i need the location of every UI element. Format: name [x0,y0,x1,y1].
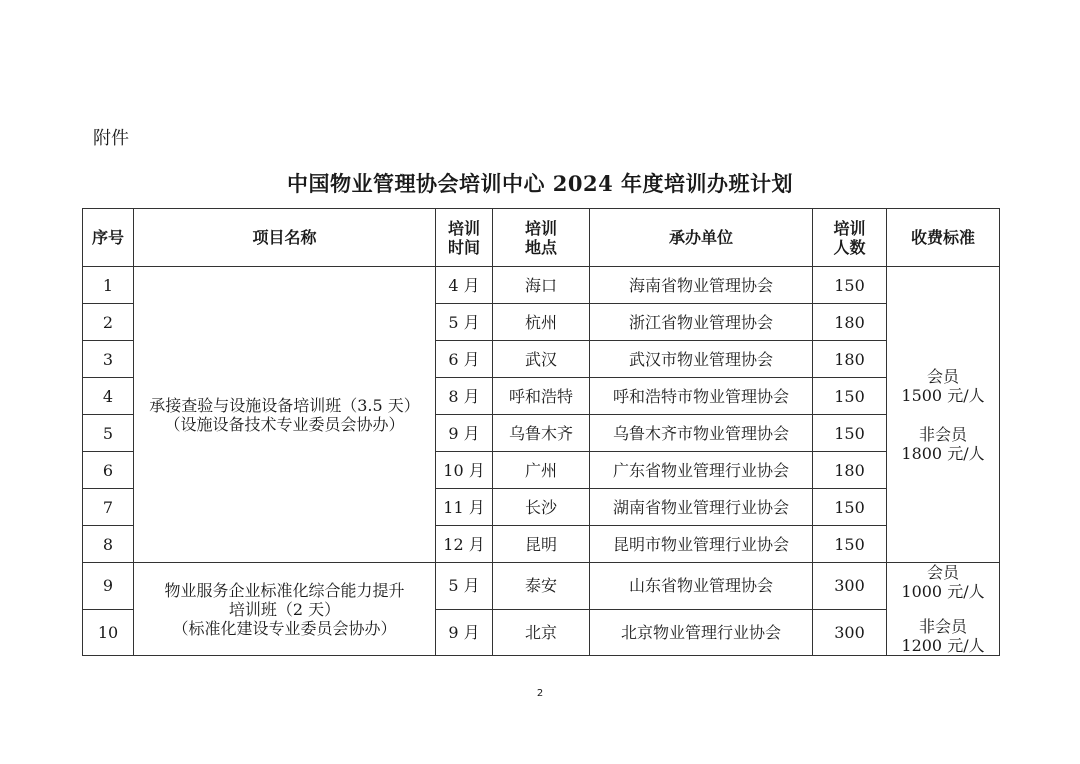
cell-count: 150 [813,489,887,526]
header-place-line2: 地点 [524,237,557,257]
cell-fee-group2 [887,563,1000,656]
cell-time: 9 月 [436,609,493,656]
cell-seq: 6 [83,452,134,489]
cell-count: 150 [813,267,887,304]
cell-organizer: 广东省物业管理行业协会 [590,452,813,489]
cell-count: 180 [813,452,887,489]
header-count-line1: 培训 [833,218,866,238]
header-time [436,209,493,267]
cell-time: 10 月 [436,452,493,489]
cell-seq: 1 [83,267,134,304]
cell-count: 180 [813,341,887,378]
header-seq: 序号 [83,209,134,267]
cell-organizer: 北京物业管理行业协会 [590,609,813,656]
cell-seq: 10 [83,609,134,656]
cell-organizer: 昆明市物业管理行业协会 [590,526,813,563]
cell-time: 8 月 [436,378,493,415]
cell-project-group2 [134,563,436,656]
project-group2-line1: 物业服务企业标准化综合能力提升 [164,580,405,600]
cell-seq: 9 [83,563,134,610]
cell-organizer: 呼和浩特市物业管理协会 [590,378,813,415]
fee-group1-member: 会员 [926,366,959,386]
training-plan-table [82,208,1000,656]
table-row [83,267,1000,304]
cell-place: 广州 [493,452,590,489]
cell-count: 150 [813,415,887,452]
cell-count: 150 [813,378,887,415]
table-header-row [83,209,1000,267]
cell-count: 300 [813,609,887,656]
header-time-line1: 培训 [447,218,480,238]
cell-time: 11 月 [436,489,493,526]
fee-group2-nonmember: 非会员 [918,617,967,636]
header-time-line2: 时间 [447,237,480,257]
cell-seq: 3 [83,341,134,378]
cell-seq: 2 [83,304,134,341]
header-count-line2: 人数 [833,237,866,257]
cell-seq: 8 [83,526,134,563]
header-fee: 收费标准 [887,209,1000,267]
fee-group1-nonmember: 非会员 [918,424,967,444]
fee-group2-member: 会员 [926,563,959,582]
cell-seq: 5 [83,415,134,452]
cell-time: 5 月 [436,304,493,341]
cell-seq: 4 [83,378,134,415]
cell-place: 乌鲁木齐 [493,415,590,452]
cell-seq: 7 [83,489,134,526]
cell-place: 杭州 [493,304,590,341]
header-place-line1: 培训 [524,218,557,238]
header-project: 项目名称 [134,209,436,267]
fee-group1-spacer [889,405,997,425]
cell-count: 300 [813,563,887,610]
cell-time: 6 月 [436,341,493,378]
project-group2-line3: （标准化建设专业委员会协办） [172,618,397,638]
cell-place: 北京 [493,609,590,656]
cell-organizer: 海南省物业管理协会 [590,267,813,304]
header-count [813,209,887,267]
project-group1-line1: 承接查验与设施设备培训班（3.5 天） [149,395,420,415]
header-organizer: 承办单位 [590,209,813,267]
cell-organizer: 武汉市物业管理协会 [590,341,813,378]
cell-organizer: 乌鲁木齐市物业管理协会 [590,415,813,452]
cell-count: 150 [813,526,887,563]
cell-time: 12 月 [436,526,493,563]
fee-group2-spacer [889,601,997,617]
page-number: 2 [536,688,544,699]
cell-organizer: 湖南省物业管理行业协会 [590,489,813,526]
document-title: 中国物业管理协会培训中心 2024 年度培训办班计划 [286,171,794,196]
fee-group2-nonmember-price: 1200 元/人 [901,636,985,655]
project-group1-line2: （设施设备技术专业委员会协办） [164,414,405,434]
table-row [83,563,1000,610]
cell-place: 昆明 [493,526,590,563]
cell-place: 长沙 [493,489,590,526]
cell-count: 180 [813,304,887,341]
cell-place: 海口 [493,267,590,304]
cell-project-group1 [134,267,436,563]
header-place [493,209,590,267]
attachment-label: 附件 [93,128,129,149]
fee-group1-member-price: 1500 元/人 [901,385,985,405]
cell-place: 武汉 [493,341,590,378]
cell-place: 泰安 [493,563,590,610]
cell-time: 4 月 [436,267,493,304]
cell-organizer: 浙江省物业管理协会 [590,304,813,341]
cell-organizer: 山东省物业管理协会 [590,563,813,610]
fee-group1-nonmember-price: 1800 元/人 [901,443,985,463]
fee-group2-member-price: 1000 元/人 [901,582,985,601]
cell-place: 呼和浩特 [493,378,590,415]
project-group2-line2: 培训班（2 天） [228,599,341,619]
cell-time: 5 月 [436,563,493,610]
cell-time: 9 月 [436,415,493,452]
cell-fee-group1 [887,267,1000,563]
